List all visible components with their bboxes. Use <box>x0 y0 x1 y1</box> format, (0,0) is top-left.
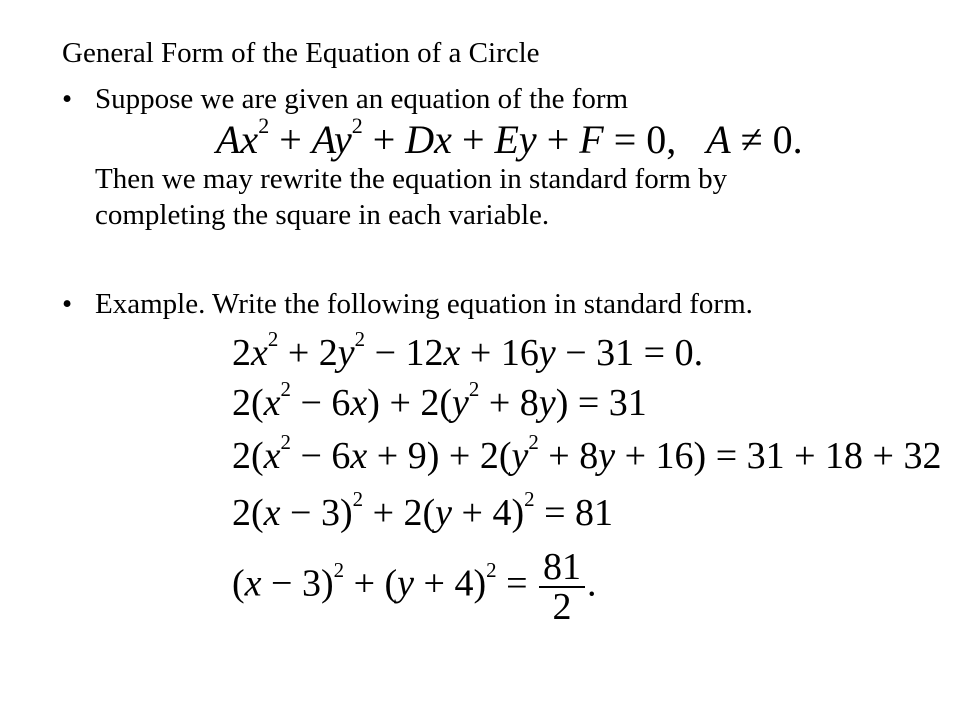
bullet-2-lead: Example. Write the following equation in standard form. <box>95 288 753 320</box>
bullet-marker-1: • <box>62 83 73 115</box>
bullet-marker-2: • <box>62 288 73 320</box>
slide-title: General Form of the Equation of a Circle <box>62 37 540 69</box>
example-step-2: $2(x^2 - 6x) + 2(y^2 + 8y) = 31$ <box>232 377 647 424</box>
general-form-equation: $Ax^2 + Ay^2 + Dx + Ey + F = 0$, A ≠ 0. <box>216 113 803 162</box>
fraction-81-over-2: $\frac{81}{2}$ <box>539 548 585 626</box>
bullet-1-continuation-line-1: Then we may rewrite the equation in standard form by <box>95 163 728 195</box>
bullet-1-continuation-line-2: completing the square in each variable. <box>95 199 550 231</box>
example-step-3: $2(x^2 - 6x + 9) + 2(y^2 + 8y + 16) = 31 + 18 + 32$ <box>232 430 942 477</box>
example-step-1: $2x^2 + 2y^2 - 12x + 16y - 31 = 0$. <box>232 327 704 374</box>
bullet-1-lead: Suppose we are given an equation of the form <box>95 83 629 115</box>
example-step-4: $2(x - 3)^2 + 2(y + 4)^2 = 81$ <box>232 487 614 534</box>
example-step-5: $(x - 3)^2 + (y + 4)^2$ = $\frac{81}{2}$ . <box>232 546 597 628</box>
